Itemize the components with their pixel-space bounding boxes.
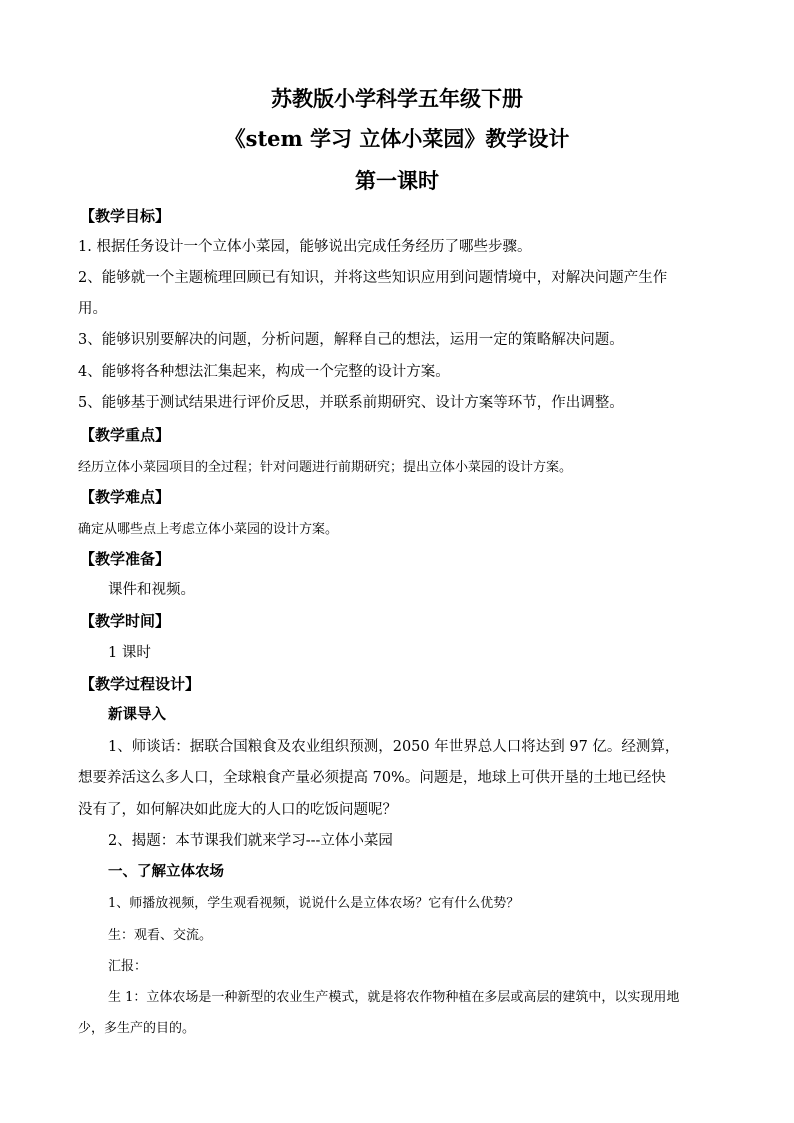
section-heading-time: 【教学时间】 — [80, 612, 171, 630]
student-1-line-2: 少，多生产的目的。 — [78, 1021, 196, 1036]
intro-heading: 新课导入 — [108, 706, 166, 723]
section-heading-process: 【教学过程设计】 — [80, 675, 201, 693]
doc-title-line-2: 《stem 学习 立体小菜园》教学设计 — [224, 126, 570, 151]
goal-line-1: 1. 根据任务设计一个立体小菜园，能够说出完成任务经历了哪些步骤。 — [78, 239, 532, 255]
doc-title-line-3: 第一课时 — [355, 168, 439, 193]
doc-title-line-1: 苏教版小学科学五年级下册 — [271, 86, 523, 111]
goal-line-2: 2、能够就一个主题梳理回顾已有知识，并将这些知识应用到问题情境中，对解决问题产生作 — [78, 270, 668, 286]
section-1-heading: 一、了解立体农场 — [108, 863, 224, 880]
time-text: 1 课时 — [108, 645, 151, 661]
section-heading-goals: 【教学目标】 — [80, 207, 171, 225]
section-heading-key: 【教学重点】 — [80, 426, 171, 444]
goal-line-5: 5、能够基于测试结果进行评价反思，并联系前期研究、设计方案等环节，作出调整。 — [78, 395, 624, 411]
student-1-line-1: 生 1：立体农场是一种新型的农业生产模式，就是将农作物种植在多层或高层的建筑中，以实现用地 — [108, 990, 680, 1005]
section-heading-prep: 【教学准备】 — [80, 550, 171, 568]
goal-line-3: 3、能够识别要解决的问题，分析问题，解释自己的想法，运用一定的策略解决问题。 — [78, 332, 624, 348]
section-heading-difficulty: 【教学难点】 — [80, 488, 171, 506]
goal-line-2-cont: 用。 — [78, 301, 107, 317]
key-text: 经历立体小菜园项目的全过程；针对问题进行前期研究；提出立体小菜园的设计方案。 — [78, 460, 573, 475]
intro-line-2: 想要养活这么多人口，全球粮食产量必须提高 70%。问题是，地球上可供开垦的土地已经快 — [78, 770, 666, 786]
student-response: 生：观看、交流。 — [108, 928, 213, 943]
report-label: 汇报： — [108, 959, 148, 974]
goal-line-4: 4、能够将各种想法汇集起来，构成一个完整的设计方案。 — [78, 364, 450, 380]
section-1-question: 1、师播放视频，学生观看视频，说说什么是立体农场？它有什么优势？ — [108, 896, 520, 911]
intro-line-3: 没有了，如何解决如此庞大的人口的吃饭问题呢？ — [78, 802, 397, 818]
difficulty-text: 确定从哪些点上考虑立体小菜园的设计方案。 — [78, 522, 339, 537]
prep-text: 课件和视频。 — [108, 582, 195, 598]
intro-line-1: 1、师谈话：据联合国粮食及农业组织预测，2050 年世界总人口将达到 97 亿。经测算， — [108, 739, 680, 755]
reveal-line: 2、揭题：本节课我们就来学习---立体小菜园 — [108, 833, 393, 849]
